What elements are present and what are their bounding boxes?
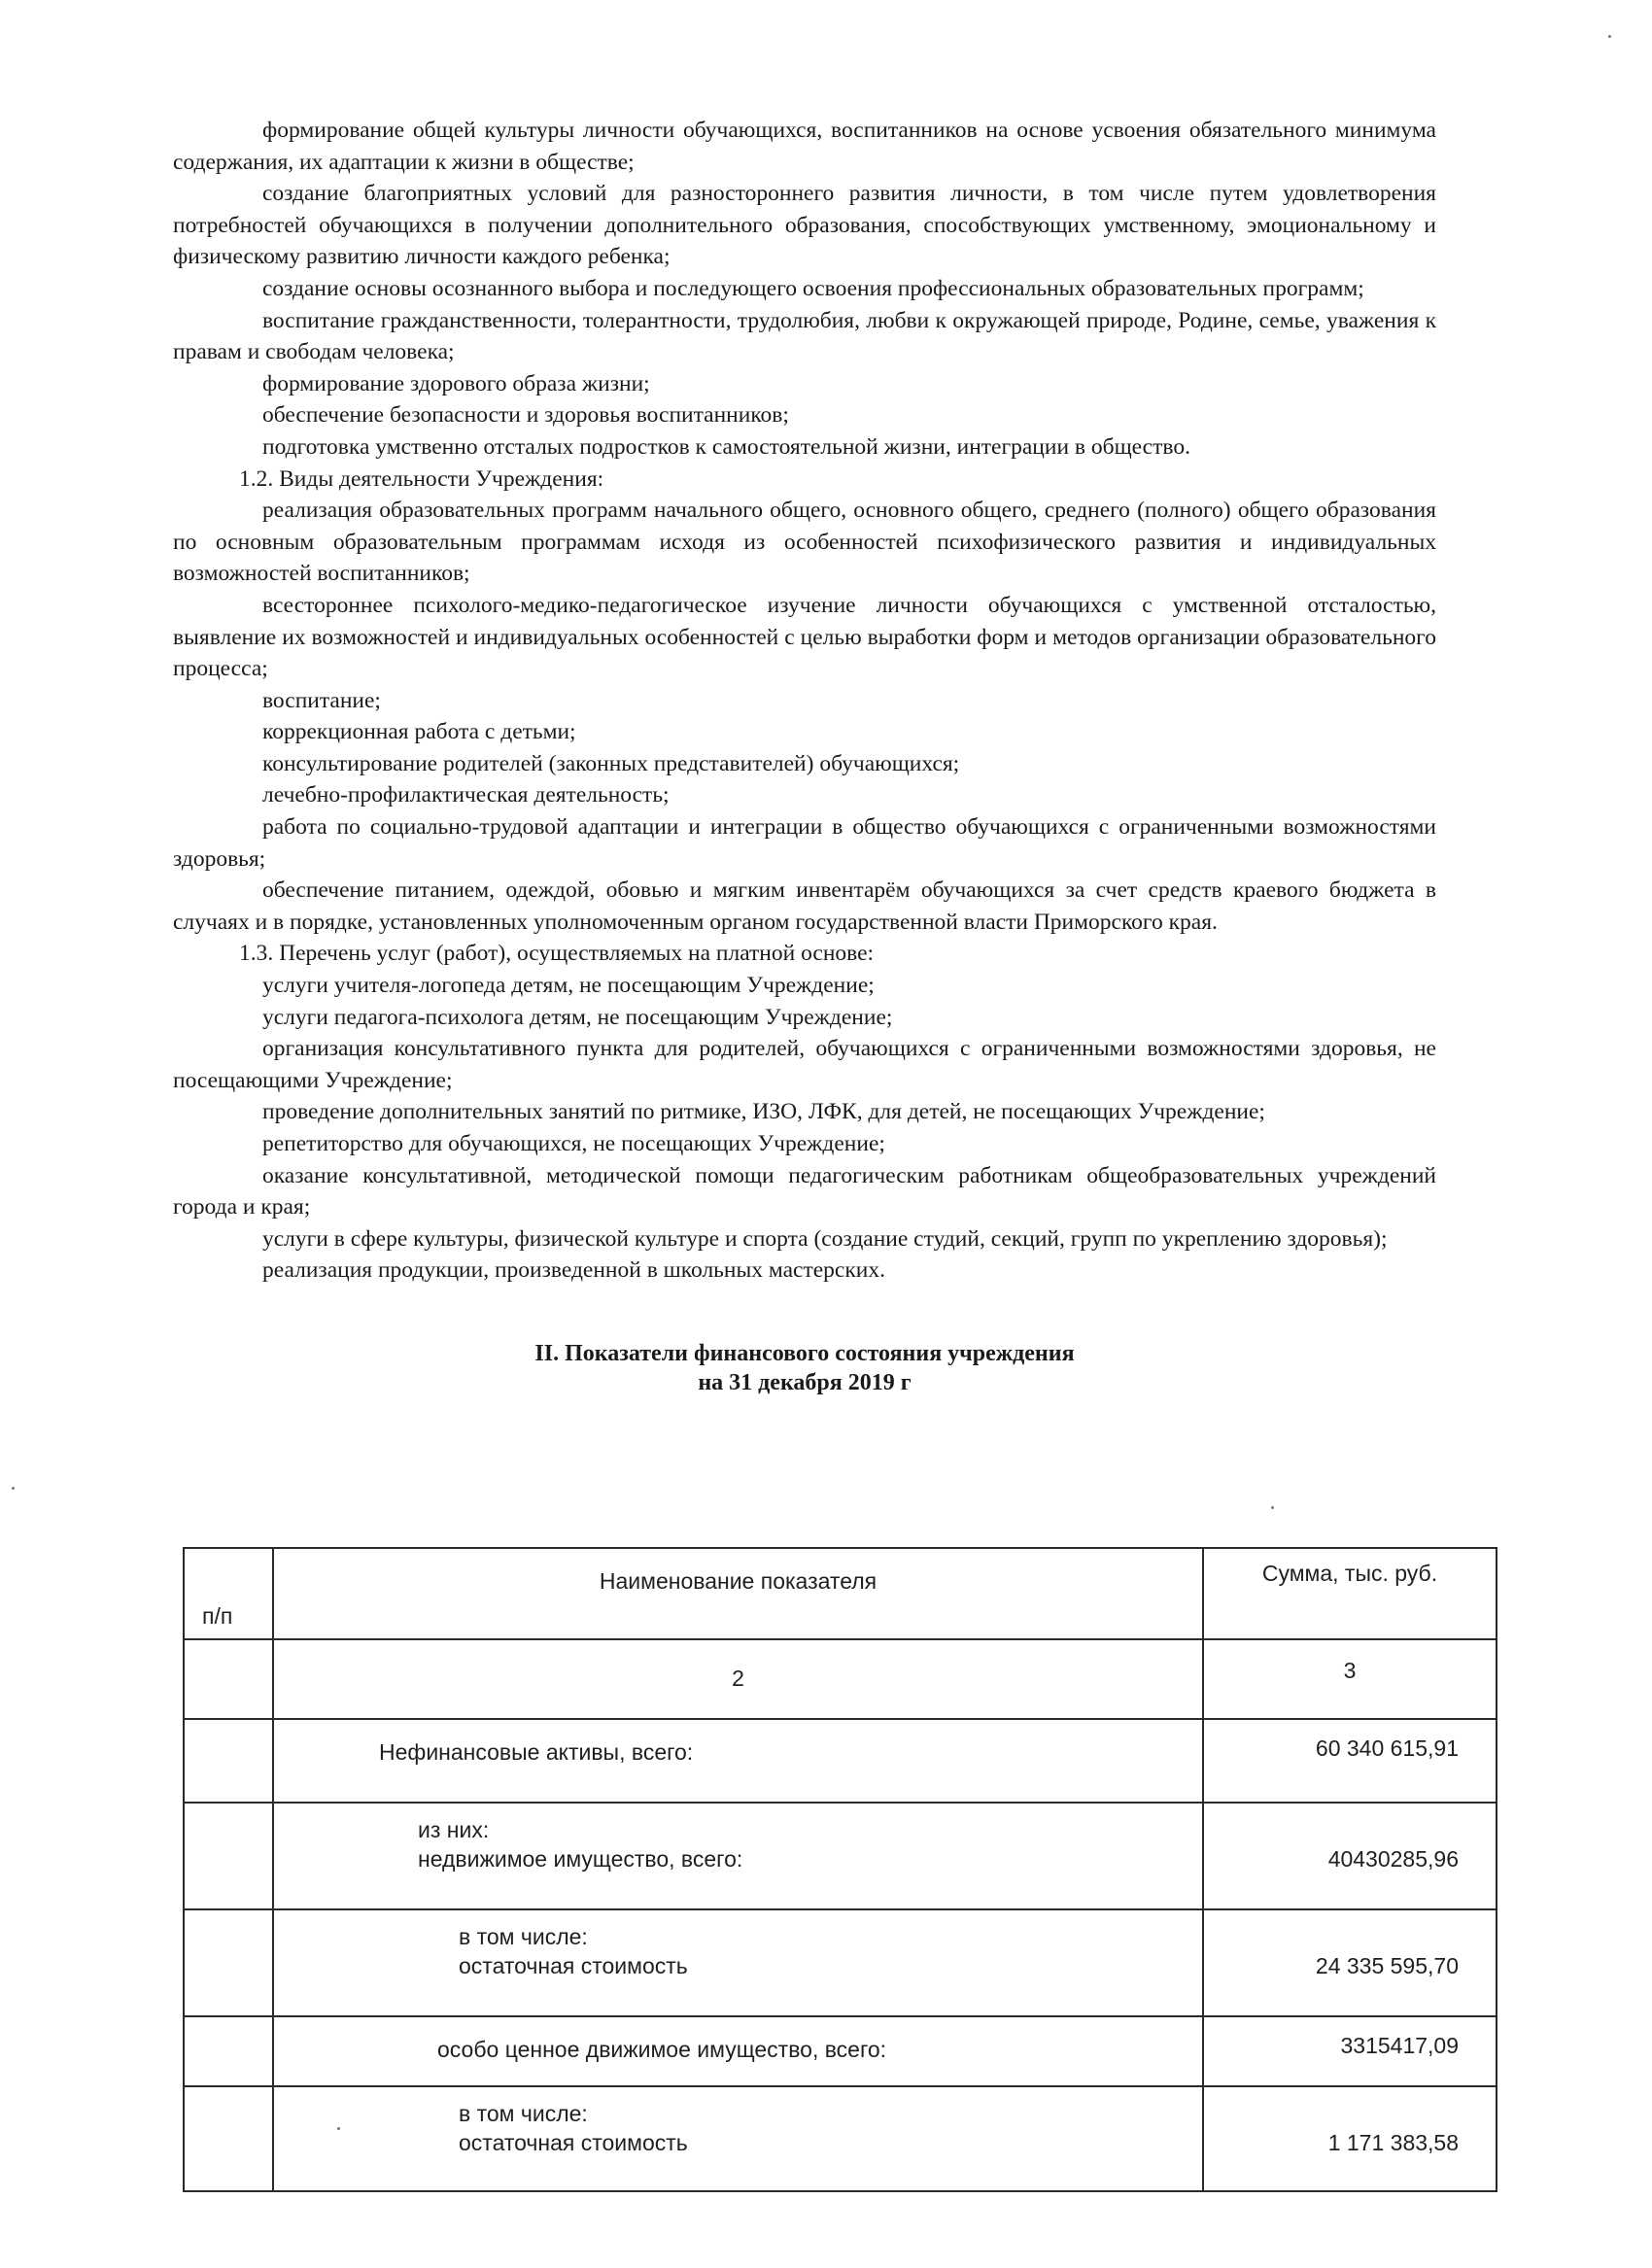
section-title-line-2: на 31 декабря 2019 г (698, 1369, 912, 1395)
row-amount-cell (1203, 1719, 1497, 1803)
row-name-line-2: остаточная стоимость (459, 2130, 688, 2155)
row-number-cell (184, 1803, 273, 1909)
header-cell-sum (1203, 1548, 1497, 1639)
paragraph: создание основы осознанного выбора и последующего освоения профессиональных образовательных программ; (262, 275, 1364, 301)
row-amount: 24 335 595,70 (1315, 1953, 1459, 1978)
numbering-cell-1 (184, 1639, 273, 1719)
row-name-line-1: Нефинансовые активы, всего: (379, 1739, 694, 1765)
body-text (173, 115, 1436, 1287)
row-amount-cell (1203, 2086, 1497, 2191)
row-name-line-1: в том числе: (459, 2101, 588, 2126)
paragraph: лечебно-профилактическая деятельность; (262, 782, 670, 808)
row-name-line-1: из них: (418, 1817, 490, 1842)
section-title (173, 1339, 1436, 1397)
header-name-label: Наименование показателя (599, 1568, 878, 1594)
table-header-row (184, 1548, 1497, 1639)
paragraph: организация консультативного пункта для родителей, обучающихся с ограниченными возможностями здоровья, не посещающими Учреждение; (173, 1036, 1436, 1093)
row-name-cell (273, 1909, 1203, 2016)
paragraph: услуги учителя-логопеда детям, не посещающим Учреждение; (262, 973, 875, 999)
row-amount-cell (1203, 2016, 1497, 2086)
scan-speck (12, 1487, 15, 1490)
numbering-3: 3 (1343, 1658, 1357, 1683)
scan-speck (337, 2127, 340, 2130)
paragraph: создание благоприятных условий для разностороннего развития личности, в том числе путем удовлетворения потребностей обучающихся в получении дополнительного образования, способствующих умственному, эмоциональному и физическому развитию личности каждого ребенка; (173, 181, 1436, 270)
row-name-line-1: особо ценное движимое имущество, всего: (437, 2037, 887, 2062)
header-pp-label: п/п (202, 1603, 233, 1629)
row-amount: 40430285,96 (1327, 1846, 1459, 1872)
scan-speck (1271, 1506, 1274, 1509)
row-name-line-2: недвижимое имущество, всего: (418, 1846, 743, 1872)
paragraph: услуги в сфере культуры, физической культуре и спорта (создание студий, секций, групп по укреплению здоровья); (262, 1225, 1388, 1252)
paragraph: работа по социально-трудовой адаптации и интеграции в общество обучающихся с ограниченными возможностями здоровья; (173, 814, 1436, 872)
paragraph: реализация продукции, произведенной в школьных мастерских. (262, 1257, 885, 1284)
paragraph: коррекционная работа с детьми; (262, 719, 576, 745)
paragraph: консультирование родителей (законных представителей) обучающихся; (262, 750, 960, 776)
paragraph: воспитание гражданственности, толерантности, трудолюбия, любви к окружающей природе, Родине, семье, уважения к правам и свободам человека; (173, 307, 1436, 365)
table-row (184, 1719, 1497, 1803)
numbering-2: 2 (732, 1666, 744, 1691)
paragraph: формирование общей культуры личности обучающихся, воспитанников на основе усвоения обязательного минимума содержания, их адаптации к жизни в обществе; (173, 118, 1436, 175)
paragraph: проведение дополнительных занятий по ритмике, ИЗО, ЛФК, для детей, не посещающих Учреждение; (262, 1099, 1265, 1125)
row-amount: 1 171 383,58 (1327, 2130, 1459, 2155)
row-name-cell (273, 2016, 1203, 2086)
row-name-cell (273, 1719, 1203, 1803)
scan-speck (1608, 35, 1611, 38)
table-row (184, 1803, 1497, 1909)
paragraph: всестороннее психолого-медико-педагогическое изучение личности обучающихся с умственной отсталостью, выявление их возможностей и индивидуальных особенностей с целью выработки форм и методов организации образовательного процесса; (173, 592, 1436, 682)
paragraph: подготовка умственно отсталых подростков к самостоятельной жизни, интеграции в общество. (262, 433, 1190, 460)
subsection-heading: 1.3. Перечень услуг (работ), осуществляемых на платной основе: (239, 941, 875, 967)
table-row (184, 2086, 1497, 2191)
table-body (184, 1719, 1497, 2191)
row-amount-cell (1203, 1909, 1497, 2016)
row-name-line-1: в том числе: (459, 1924, 588, 1949)
row-amount: 3315417,09 (1340, 2033, 1459, 2058)
paragraph: реализация образовательных программ начального общего, основного общего, среднего (полного) общего образования по основным образовательным программам исходя из особенностей психофизического развития и индивидуальных возможностей воспитанников; (173, 498, 1436, 587)
header-cell-number (184, 1548, 273, 1639)
row-number-cell (184, 2016, 273, 2086)
header-sum-label: Сумма, тыс. руб. (1261, 1561, 1438, 1586)
section-title-line-1: II. Показатели финансового состояния учреждения (534, 1340, 1075, 1366)
row-number-cell (184, 1909, 273, 2016)
numbering-1 (185, 1640, 272, 1660)
row-name-cell (273, 1803, 1203, 1909)
header-cell-name (273, 1548, 1203, 1639)
row-amount-cell (1203, 1803, 1497, 1909)
row-amount: 60 340 615,91 (1315, 1735, 1459, 1761)
row-name-cell (273, 2086, 1203, 2191)
numbering-cell-3 (1203, 1639, 1497, 1719)
paragraph: формирование здорового образа жизни; (262, 370, 650, 396)
paragraph: услуги педагога-психолога детям, не посещающим Учреждение; (262, 1004, 893, 1030)
numbering-cell-2 (273, 1639, 1203, 1719)
row-name-line-2: остаточная стоимость (459, 1953, 688, 1978)
table-numbering-row (184, 1639, 1497, 1719)
row-number-cell (184, 1719, 273, 1803)
paragraph: обеспечение питанием, одеждой, обовью и мягким инвентарём обучающихся за счет средств краевого бюджета в случаях и в порядке, установленных уполномоченным органом государственной власти Приморского края. (173, 877, 1436, 935)
table-row (184, 2016, 1497, 2086)
row-number-cell (184, 2086, 273, 2191)
financial-table (183, 1547, 1497, 2192)
paragraph: воспитание; (262, 687, 381, 713)
subsection-heading: 1.2. Виды деятельности Учреждения: (239, 465, 604, 492)
table-row (184, 1909, 1497, 2016)
paragraph: репетиторство для обучающихся, не посещающих Учреждение; (262, 1131, 885, 1156)
paragraph: оказание консультативной, методической помощи педагогическим работникам общеобразовательных учреждений города и края; (173, 1162, 1436, 1220)
document-page (173, 115, 1436, 1397)
paragraph: обеспечение безопасности и здоровья воспитанников; (262, 402, 789, 429)
